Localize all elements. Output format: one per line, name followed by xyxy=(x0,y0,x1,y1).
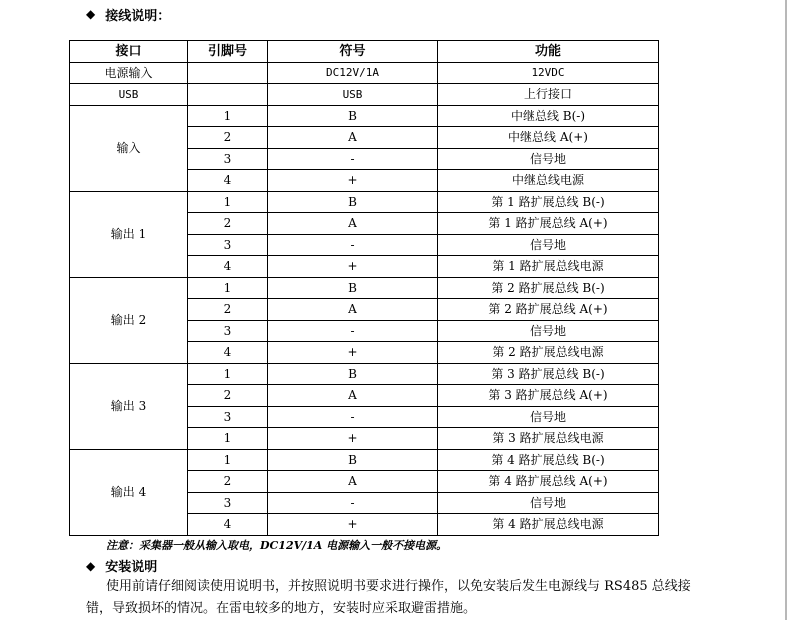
pin-cell: 1 xyxy=(188,191,268,213)
function-cell: 第 1 路扩展总线 B(-) xyxy=(438,191,659,213)
symbol-cell: A xyxy=(268,213,438,235)
pin-cell: 2 xyxy=(188,127,268,149)
interface-group-cell: 输出 3 xyxy=(70,363,188,449)
function-cell: 中继总线电源 xyxy=(438,170,659,192)
interface-group-cell: 输出 2 xyxy=(70,277,188,363)
pin-cell: 3 xyxy=(188,320,268,342)
pin-cell: 1 xyxy=(188,363,268,385)
pin-cell: 2 xyxy=(188,213,268,235)
symbol-cell: - xyxy=(268,406,438,428)
function-cell: 第 1 路扩展总线电源 xyxy=(438,256,659,278)
diamond-bullet-icon: ◆ xyxy=(86,558,96,573)
symbol-cell: DC12V/1A xyxy=(268,62,438,84)
install-paragraph-line: 使用前请仔细阅读使用说明书，并按照说明书要求进行操作，以免安装后发生电源线与 RS485 总线接 xyxy=(106,579,691,594)
wiring-table xyxy=(69,40,659,536)
pin-cell: 1 xyxy=(188,428,268,450)
diamond-bullet-icon: ◆ xyxy=(86,7,96,21)
header-pin: 引脚号 xyxy=(188,41,268,63)
function-cell: 12VDC xyxy=(438,62,659,84)
interface-group-cell: 输出 4 xyxy=(70,449,188,535)
symbol-cell: USB xyxy=(268,84,438,106)
table-row xyxy=(70,277,659,299)
table-row xyxy=(70,84,659,106)
table-row xyxy=(70,191,659,213)
function-cell: 信号地 xyxy=(438,492,659,514)
symbol-cell: B xyxy=(268,277,438,299)
symbol-cell: - xyxy=(268,492,438,514)
power-note: 注意：采集器一般从输入取电，DC12V/1A 电源输入一般不接电源。 xyxy=(106,539,448,552)
function-cell: 第 3 路扩展总线电源 xyxy=(438,428,659,450)
function-cell: 第 4 路扩展总线 A(+) xyxy=(438,471,659,493)
symbol-cell: + xyxy=(268,514,438,536)
wiring-heading xyxy=(86,6,170,22)
header-symbol: 符号 xyxy=(268,41,438,63)
pin-cell: 3 xyxy=(188,148,268,170)
table-row xyxy=(70,62,659,84)
pin-cell: 2 xyxy=(188,385,268,407)
function-cell: 信号地 xyxy=(438,406,659,428)
interface-group-cell: 输出 1 xyxy=(70,191,188,277)
function-cell: 中继总线 B(-) xyxy=(438,105,659,127)
pin-cell: 3 xyxy=(188,492,268,514)
pin-cell xyxy=(188,84,268,106)
symbol-cell: B xyxy=(268,449,438,471)
function-cell: 第 3 路扩展总线 A(+) xyxy=(438,385,659,407)
interface-cell: 电源输入 xyxy=(70,62,188,84)
page-edge xyxy=(785,0,787,620)
symbol-cell: A xyxy=(268,127,438,149)
table-header-row xyxy=(70,41,659,63)
symbol-cell: A xyxy=(268,299,438,321)
interface-group-cell: 输入 xyxy=(70,105,188,191)
symbol-cell: - xyxy=(268,148,438,170)
pin-cell: 4 xyxy=(188,342,268,364)
function-cell: 上行接口 xyxy=(438,84,659,106)
install-heading-title: 安装说明 xyxy=(105,560,158,575)
function-cell: 信号地 xyxy=(438,148,659,170)
install-paragraph-line: 错，导致损坏的情况。在雷电较多的地方，安装时应采取避雷措施。 xyxy=(86,601,477,616)
interface-cell: USB xyxy=(70,84,188,106)
symbol-cell: - xyxy=(268,234,438,256)
function-cell: 第 2 路扩展总线电源 xyxy=(438,342,659,364)
pin-cell: 4 xyxy=(188,256,268,278)
function-cell: 第 1 路扩展总线 A(+) xyxy=(438,213,659,235)
pin-cell: 3 xyxy=(188,234,268,256)
pin-cell: 2 xyxy=(188,299,268,321)
symbol-cell: + xyxy=(268,428,438,450)
table-row xyxy=(70,449,659,471)
symbol-cell: B xyxy=(268,191,438,213)
pin-cell: 2 xyxy=(188,471,268,493)
pin-cell: 4 xyxy=(188,170,268,192)
function-cell: 信号地 xyxy=(438,320,659,342)
symbol-cell: A xyxy=(268,471,438,493)
function-cell: 信号地 xyxy=(438,234,659,256)
pin-cell: 1 xyxy=(188,105,268,127)
symbol-cell: - xyxy=(268,320,438,342)
pin-cell: 1 xyxy=(188,277,268,299)
install-paragraph xyxy=(86,576,736,620)
pin-cell: 3 xyxy=(188,406,268,428)
function-cell: 第 4 路扩展总线电源 xyxy=(438,514,659,536)
function-cell: 第 4 路扩展总线 B(-) xyxy=(438,449,659,471)
symbol-cell: + xyxy=(268,170,438,192)
pin-cell xyxy=(188,62,268,84)
symbol-cell: + xyxy=(268,342,438,364)
symbol-cell: + xyxy=(268,256,438,278)
function-cell: 第 2 路扩展总线 A(+) xyxy=(438,299,659,321)
pin-cell: 1 xyxy=(188,449,268,471)
wiring-heading-title: 接线说明： xyxy=(105,8,171,24)
symbol-cell: B xyxy=(268,363,438,385)
function-cell: 中继总线 A(+) xyxy=(438,127,659,149)
table-row xyxy=(70,105,659,127)
function-cell: 第 3 路扩展总线 B(-) xyxy=(438,363,659,385)
symbol-cell: B xyxy=(268,105,438,127)
install-heading xyxy=(86,556,157,575)
symbol-cell: A xyxy=(268,385,438,407)
pin-cell: 4 xyxy=(188,514,268,536)
function-cell: 第 2 路扩展总线 B(-) xyxy=(438,277,659,299)
table-row xyxy=(70,363,659,385)
header-function: 功能 xyxy=(438,41,659,63)
header-interface: 接口 xyxy=(70,41,188,63)
